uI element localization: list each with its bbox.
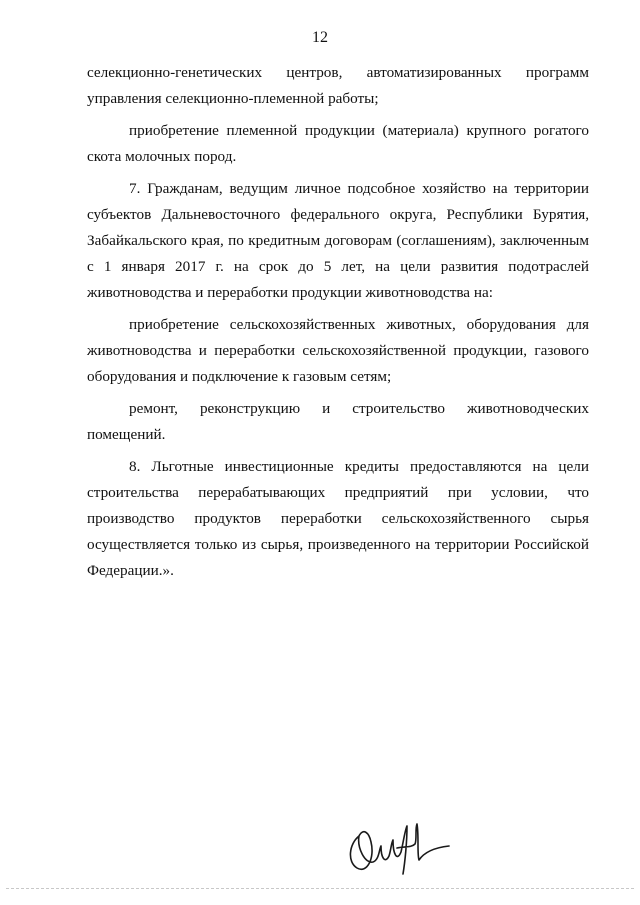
text-line: управления селекционно-племенной работы;	[87, 90, 379, 107]
text-line: 8. Льготные инвестиционные кредиты предоставляются на цели	[129, 458, 589, 475]
text-line: селекционно-генетических центров, автоматизированных программ	[87, 64, 589, 81]
text-line: приобретение сельскохозяйственных животных, оборудования для	[129, 316, 589, 333]
text-line: субъектов Дальневосточного федерального округа, Республики Бурятия,	[87, 206, 589, 223]
paragraph-animals-equipment	[87, 312, 589, 390]
text-line: животноводства и переработки продукции животноводства на:	[87, 284, 493, 301]
text-line: Федерации.».	[87, 562, 174, 579]
page-number: 12	[312, 29, 328, 46]
paragraph-item-8	[87, 454, 589, 584]
text-line: животноводства и переработки сельскохозяйственной продукции, газового	[87, 342, 589, 359]
document-body	[87, 60, 589, 584]
text-line: строительства перерабатывающих предприятий при условии, что	[87, 484, 589, 501]
paragraph-repair	[87, 396, 589, 448]
text-line: 7. Гражданам, ведущим личное подсобное хозяйство на территории	[129, 180, 589, 197]
text-line: приобретение племенной продукции (материала) крупного рогатого	[129, 122, 589, 139]
text-line: Забайкальского края, по кредитным договорам (соглашениям), заключенным	[87, 232, 589, 249]
scan-edge-artifact	[6, 888, 634, 891]
text-line: осуществляется только из сырья, произведенного на территории Российской	[87, 536, 589, 553]
text-line: с 1 января 2017 г. на срок до 5 лет, на цели развития подотраслей	[87, 258, 589, 275]
paragraph-item-7	[87, 176, 589, 306]
text-line: скота молочных пород.	[87, 148, 237, 165]
handwritten-signature	[345, 818, 455, 878]
paragraph-breeding-centers	[87, 60, 589, 112]
paragraph-breeding-stock	[87, 118, 589, 170]
text-line: производство продуктов переработки сельскохозяйственного сырья	[87, 510, 589, 527]
text-line: оборудования и подключение к газовым сетям;	[87, 368, 392, 385]
text-line: ремонт, реконструкцию и строительство животноводческих	[129, 400, 589, 417]
text-line: помещений.	[87, 426, 166, 443]
